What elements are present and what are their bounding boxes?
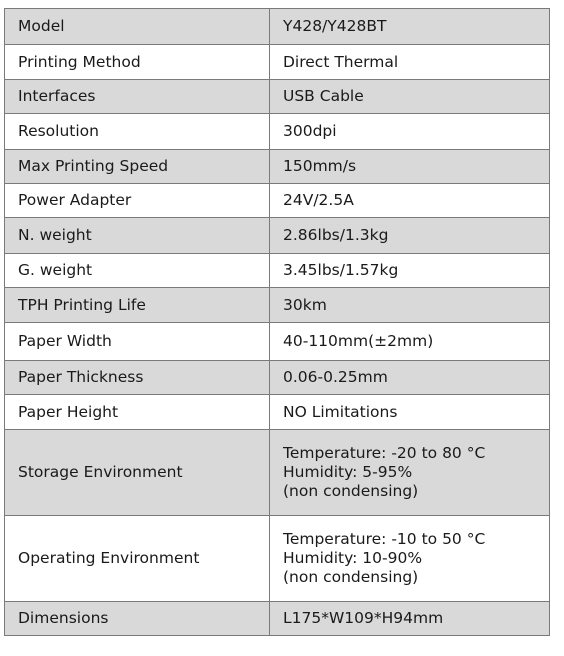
- spec-value: 30km: [270, 288, 550, 323]
- spec-value: 2.86lbs/1.3kg: [270, 218, 550, 254]
- table-row: [5, 9, 550, 45]
- spec-value: 24V/2.5A: [270, 184, 550, 218]
- table-row: [5, 254, 550, 288]
- spec-label: Operating Environment: [5, 516, 270, 602]
- table-row: [5, 395, 550, 430]
- spec-value: [270, 516, 550, 602]
- spec-label: Dimensions: [5, 602, 270, 636]
- table-row: [5, 516, 550, 602]
- spec-label: Max Printing Speed: [5, 150, 270, 184]
- spec-label: Resolution: [5, 114, 270, 150]
- table-row: [5, 45, 550, 80]
- table-row: [5, 361, 550, 395]
- spec-value-line: Humidity: 5-95%: [283, 463, 413, 481]
- spec-value: NO Limitations: [270, 395, 550, 430]
- spec-value: 0.06-0.25mm: [270, 361, 550, 395]
- table-row: [5, 150, 550, 184]
- spec-label: N. weight: [5, 218, 270, 254]
- spec-label: G. weight: [5, 254, 270, 288]
- spec-value: USB Cable: [270, 80, 550, 114]
- spec-label: Paper Height: [5, 395, 270, 430]
- spec-value: 40-110mm(±2mm): [270, 323, 550, 361]
- spec-label: Storage Environment: [5, 430, 270, 516]
- spec-label: TPH Printing Life: [5, 288, 270, 323]
- spec-table: [4, 8, 550, 636]
- spec-value: 150mm/s: [270, 150, 550, 184]
- table-row: [5, 288, 550, 323]
- table-row: [5, 602, 550, 636]
- spec-value: 3.45lbs/1.57kg: [270, 254, 550, 288]
- spec-value-line: Temperature: -20 to 80 °C: [283, 444, 486, 462]
- spec-value-line: Humidity: 10-90%: [283, 549, 423, 567]
- table-row: [5, 218, 550, 254]
- table-row: [5, 323, 550, 361]
- spec-label: Paper Width: [5, 323, 270, 361]
- spec-label: Power Adapter: [5, 184, 270, 218]
- spec-value-line: (non condensing): [283, 568, 419, 586]
- table-row: [5, 114, 550, 150]
- table-row: [5, 80, 550, 114]
- spec-label: Paper Thickness: [5, 361, 270, 395]
- spec-value: 300dpi: [270, 114, 550, 150]
- spec-table-body: [5, 9, 550, 636]
- spec-value-line: (non condensing): [283, 482, 419, 500]
- spec-value: [270, 430, 550, 516]
- table-row: [5, 430, 550, 516]
- spec-value: L175*W109*H94mm: [270, 602, 550, 636]
- spec-label: Model: [5, 9, 270, 45]
- spec-value: Direct Thermal: [270, 45, 550, 80]
- table-row: [5, 184, 550, 218]
- spec-value: Y428/Y428BT: [270, 9, 550, 45]
- spec-label: Printing Method: [5, 45, 270, 80]
- spec-label: Interfaces: [5, 80, 270, 114]
- spec-value-line: Temperature: -10 to 50 °C: [283, 530, 486, 548]
